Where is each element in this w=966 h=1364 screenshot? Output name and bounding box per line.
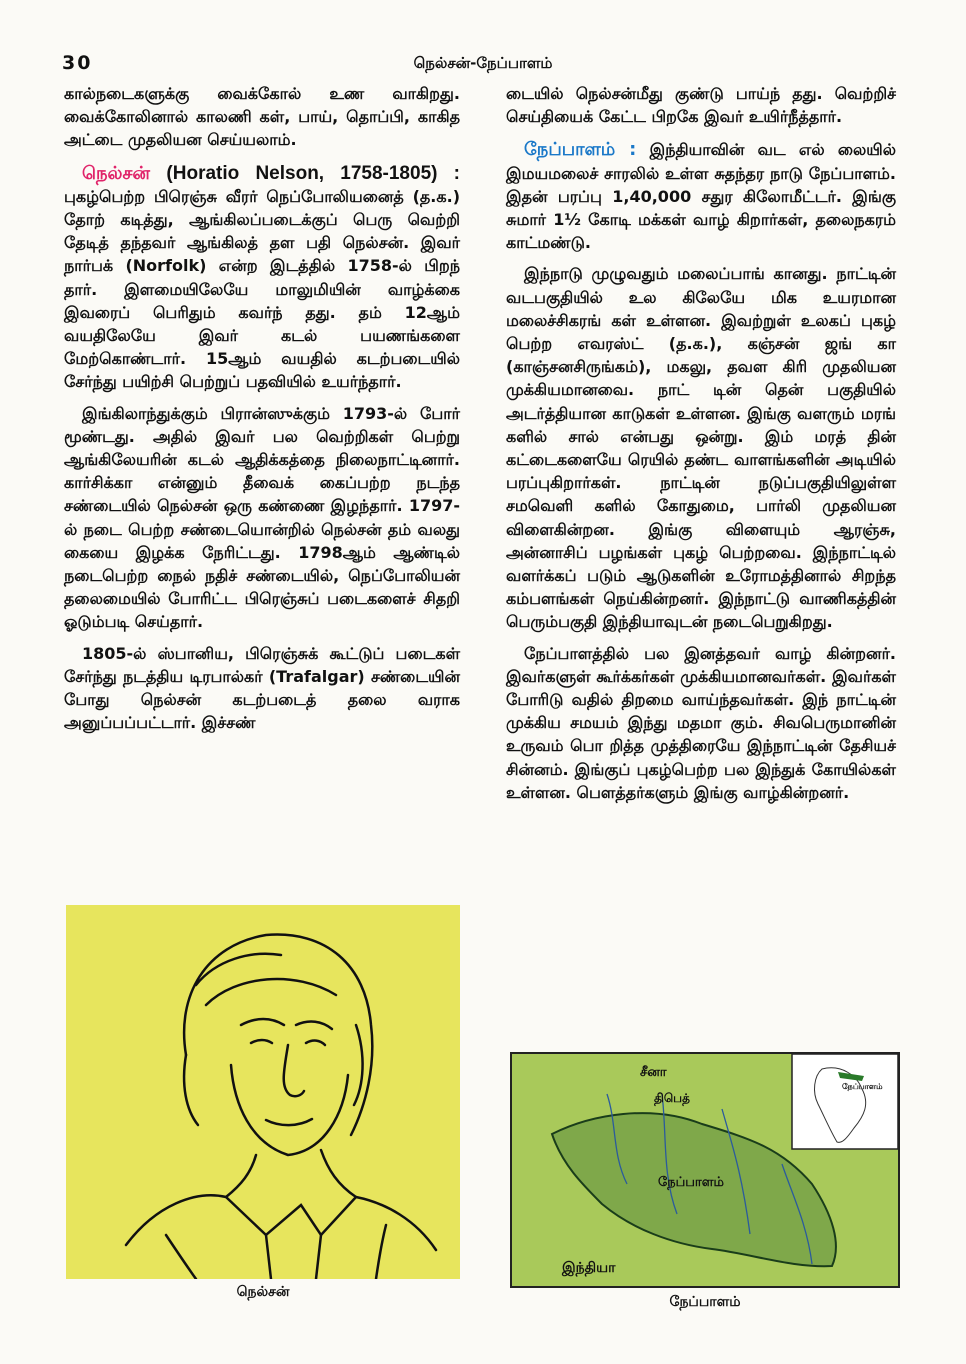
nelson-portrait [66,905,460,1279]
nelson-paragraph-3: 1805-ல் ஸ்பானிய, பிரெஞ்சுக் கூட்டுப் படைகள் சேர்ந்து நடத்திய டிரபால்கர் (Trafalgar) சண்டையின் போது நெல்சன் கடற்படைத் தலை வராக அனுப்பப்பட்டார். இச்சண் [64,643,460,733]
map-label-nepal: நேப்பாளம் [658,1175,724,1190]
running-title: நெல்சன்-நேப்பாளம் [413,54,553,72]
nepal-paragraph-3: நேப்பாளத்தில் பல இனத்தவர் வாழ் கின்றனர். இவர்களுள் கூர்க்கர்கள் முக்கியமானவர்கள். இவர்கள் போரிடு வதில் திறமை வாய்ந்தவர்கள். இந் நாட்டின் முக்கிய சமயம் இந்து மதமா கும். சிவபெருமானின் உருவம் பொ றித்த முத்திரையே இந்நாட்டின் தேசியச் சின்னம். இங்குப் புகழ்பெற்ற பல இந்துக் கோயில்கள் உள்ளன. பௌத்தர்களும் இங்கு வாழ்கின்றனர். [506,643,896,802]
nepal-paragraph-2: இந்நாடு முழுவதும் மலைப்பாங் கானது. நாட்டின் வடபகுதியில் உல கிலேயே மிக உயரமான மலைச்சிகரங் கள் உள்ளன. இவற்றுள் உலகப் புகழ் பெற்ற எவரஸ்ட் (த.க.), கஞ்சன் ஜங் கா (காஞ்சனசிருங்கம்), மகலு, தவள கிரி முதலியன முக்கியமானவை. நாட் டின் தென் பகுதியில் அடர்த்தியான காடுகள் உள்ளன. இங்கு வளரும் மரங் களில் சால் என்பது ஒன்று. இம் மரத் தின் கட்டைகளையே ரெயில் தண்ட வாளங்களின் அடியில் பரப்புகிறார்கள். நாட்டின் நடுப்பகுதியிலுள்ள சமவெளி களில் கோதுமை, பார்லி முதலியன விளைகின்றன. இங்கு விளையும் ஆரஞ்சு, அன்னாசிப் பழங்கள் புகழ் பெற்றவை. இந்நாட்டில் வளர்க்கப் படும் ஆடுகளின் உரோமத்தினால் சிறந்த கம்பளங்கள் நெய்கின்றனர். இந்நாட்டு வாணிகத்தின் பெரும்பகுதி இந்தியாவுடன் நடைபெறுகிறது. [506,264,896,632]
page-number: 30 [62,52,93,74]
nepal-map [510,1052,900,1288]
left-column [64,82,460,742]
nelson-paragraph-1: புகழ்பெற்ற பிரெஞ்சு வீரர் நெப்போலியனைத் (த.க.) தோற் கடித்து, ஆங்கிலப்படைக்குப் பெரு வெற்றி தேடித் தந்தவர் ஆங்கிலத் தள பதி நெல்சன். இவர் நார்பக் (Norfolk) என்ற இடத்தில் 1758-ல் பிறந் தார். இளமையிலேயே மாலுமியின் வாழ்க்கை இவரைப் பெரிதும் கவர்ந் தது. தம் 12ஆம் வயதிலேயே இவர் கடல் பயணங்களை மேற்கொண்டார். 15ஆம் வயதில் கடற்படையில் சேர்ந்து பயிற்சி பெற்றுப் பதவியில் உயர்ந்தார். [64,186,460,392]
nelson-heading: நெல்சன் [82,162,150,184]
portrait-caption: நெல்சன் [236,1284,290,1300]
nelson-continuation: டையில் நெல்சன்மீது குண்டு பாய்ந் தது. வெற்றிச் செய்தியைக் கேட்ட பிறகே இவர் உயிர்நீத்தார். [506,84,896,127]
nepal-entry-intro [506,138,896,254]
right-column [506,82,896,812]
nelson-latin-name: (Horatio Nelson, 1758-1805) : [166,162,460,184]
nepal-map-drawing [512,1054,898,1286]
map-label-china: சீனா [640,1065,667,1080]
map-label-tibet: திபெத் [654,1091,690,1105]
nepal-heading: நேப்பாளம் : [524,139,637,161]
inset-label: நேப்பாளம் [842,1082,883,1091]
nepal-paragraph-1: இந்தியாவின் வட எல் லையில் இமயமலைச் சாரலில் உள்ள சுதந்தர நாடு நேப்பாளம். இதன் பரப்பு 1,40,000 சதுர கிலோமீட்டர். இங்கு சுமார் 1½ கோடி மக்கள் வாழ் கிறார்கள், தலைநகரம் காட்மண்டு. [506,140,896,253]
nelson-paragraph-2: இங்கிலாந்துக்கும் பிரான்ஸுக்கும் 1793-ல் போர் மூண்டது. அதில் இவர் பல வெற்றிகள் பெற்று ஆங்கிலேயரின் கடல் ஆதிக்கத்தை நிலைநாட்டினார். கார்சிக்கா என்னும் தீவைக் கைப்பற்ற நடந்த சண்டையில் நெல்சன் ஒரு கண்ணை இழந்தார். 1797-ல் நடை பெற்ற சண்டையொன்றில் நெல்சன் தம் வலது கையை இழக்க நேரிட்டது. 1798ஆம் ஆண்டில் நடைபெற்ற நைல் நதிச் சண்டையில், நெப்போலியன் தலைமையில் போரிட்ட பிரெஞ்சுப் படைகளைச் சிதறி ஓடும்படி செய்தார். [64,403,460,632]
map-label-india: இந்தியா [562,1260,616,1276]
nelson-portrait-drawing [66,905,460,1279]
straw-paragraph: கால்நடைகளுக்கு வைக்கோல் உண வாகிறது. வைக்கோலினால் காலணி கள், பாய், தொப்பி, காகித அட்டை முதலியன செய்யலாம். [64,84,460,150]
nelson-entry-intro [64,162,460,394]
map-caption: நேப்பாளம் [669,1294,741,1310]
